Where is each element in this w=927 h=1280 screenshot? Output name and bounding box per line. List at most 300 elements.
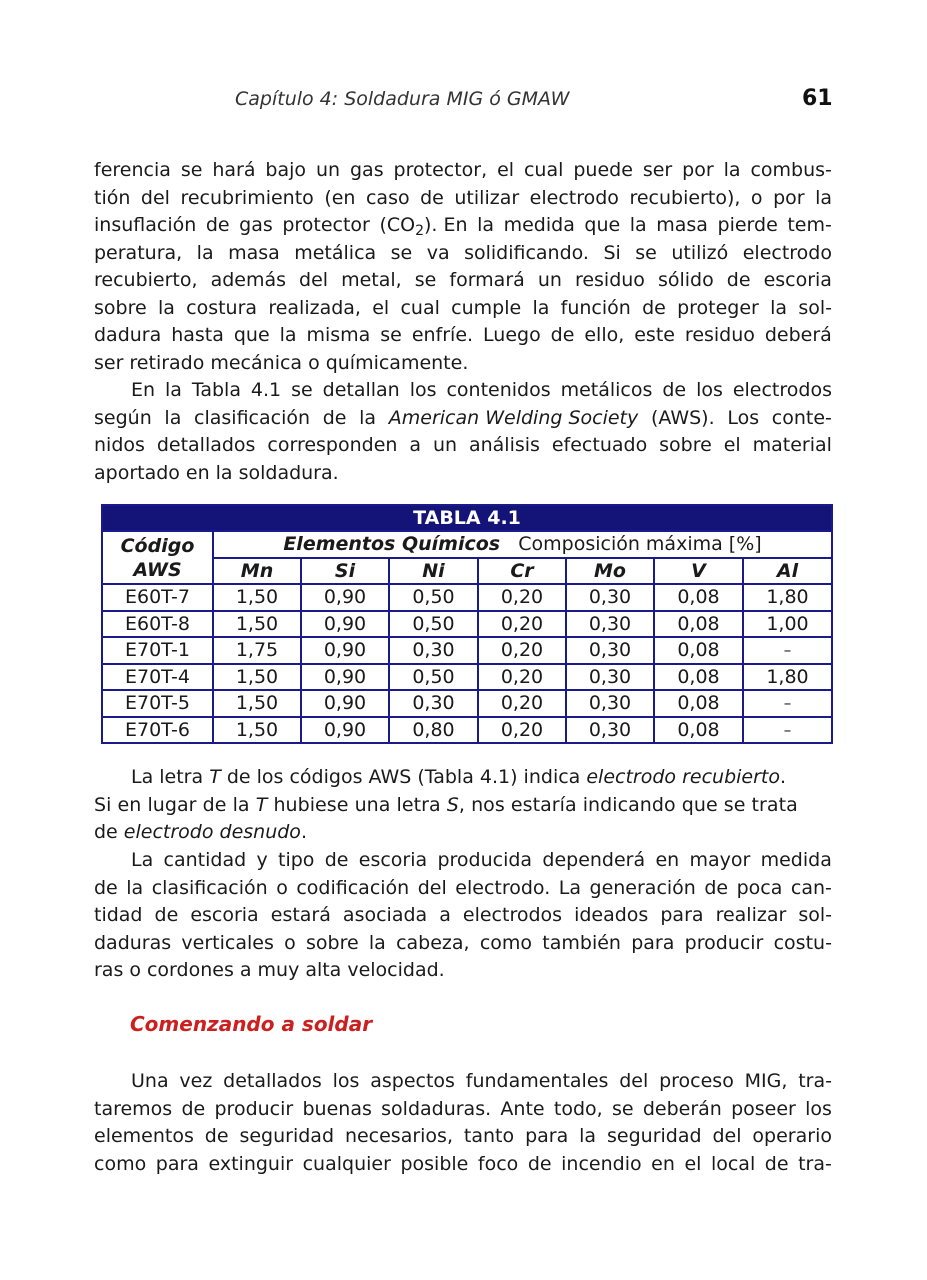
- bare-electrode-italic: electrodo desnudo: [123, 821, 301, 843]
- word: del: [619, 1070, 649, 1092]
- p3-text: [94, 819, 307, 847]
- composition-cell: 0,30: [566, 664, 654, 691]
- composition-cell: –: [743, 690, 832, 717]
- p2-word: según: [94, 406, 152, 429]
- word: ras: [94, 959, 124, 981]
- composition-cell: 0,20: [478, 664, 566, 691]
- word: hará: [212, 159, 256, 181]
- word: de: [324, 849, 349, 871]
- word: daduras: [94, 931, 172, 954]
- word: de: [704, 876, 729, 899]
- word: la: [723, 159, 741, 181]
- p1-word: la: [477, 214, 495, 236]
- p1-word: insuflación: [94, 214, 197, 236]
- word: escoria: [358, 849, 428, 871]
- letter-t-italic: T: [255, 793, 268, 816]
- word: deberá: [764, 324, 832, 346]
- word: también: [542, 931, 621, 954]
- word: de: [527, 1152, 552, 1175]
- co2-text: (CO: [379, 214, 416, 236]
- word: de: [154, 904, 179, 926]
- word: ideados: [574, 904, 649, 926]
- code-header-line1: Código: [120, 534, 195, 557]
- word: tra-: [798, 1070, 832, 1092]
- word: sólido: [657, 269, 714, 291]
- word: la: [770, 296, 788, 319]
- word: la: [815, 186, 832, 209]
- word: por: [682, 159, 714, 181]
- word: los: [332, 1070, 360, 1092]
- word: dependerá: [542, 849, 646, 871]
- p1-word: pierde: [717, 214, 778, 236]
- composition-cell: 0,08: [654, 611, 743, 638]
- p2-word: la: [359, 406, 377, 429]
- composition-cell: 0,50: [389, 611, 478, 638]
- p1-line: [94, 185, 832, 213]
- word: cualquier: [302, 1152, 391, 1175]
- elements-label: Elementos Químicos: [283, 533, 501, 556]
- composition-cell: 0,08: [654, 584, 743, 611]
- p1-word: masa: [656, 214, 708, 236]
- word: de: [726, 269, 751, 291]
- word: alta: [305, 959, 342, 981]
- composition-cell: 0,08: [654, 717, 743, 744]
- composition-cell: 0,90: [301, 611, 389, 638]
- p3-line: [94, 819, 832, 847]
- word: los: [409, 379, 437, 401]
- word: detallados: [223, 1070, 322, 1092]
- word: gas: [350, 159, 384, 181]
- code-header: [102, 531, 213, 584]
- word: un: [432, 434, 458, 456]
- p2-word: (AWS).: [650, 406, 715, 429]
- table-row: [102, 637, 832, 664]
- word: producir: [214, 1097, 294, 1120]
- p1-word: la: [629, 214, 647, 236]
- word: además: [210, 269, 287, 291]
- word: un: [537, 269, 562, 291]
- p4-line: [94, 957, 832, 985]
- word: por: [773, 186, 805, 209]
- word: y: [256, 849, 268, 871]
- word: de: [204, 1125, 229, 1147]
- word: tra-: [798, 1152, 832, 1175]
- word: velocidad.: [347, 959, 445, 981]
- composition-cell: 0,90: [301, 690, 389, 717]
- word: poca: [736, 876, 783, 899]
- p2-line: [94, 432, 832, 460]
- composition-cell: 0,08: [654, 690, 743, 717]
- composition-cell: 0,30: [566, 584, 654, 611]
- composition-cell: 0,08: [654, 637, 743, 664]
- word: la: [532, 296, 550, 319]
- word: cantidad: [163, 849, 247, 871]
- word: recubrimiento: [180, 186, 314, 209]
- composition-cell: 0,30: [566, 611, 654, 638]
- word: análisis: [468, 434, 540, 456]
- word: material: [752, 434, 832, 456]
- p2-line: [94, 377, 832, 405]
- table-title: TABLA 4.1: [102, 505, 832, 531]
- word: vez: [179, 1070, 213, 1092]
- word: metálica: [294, 241, 377, 264]
- word: tipo: [278, 849, 315, 871]
- p1-line: [94, 322, 832, 350]
- column-header: Mo: [566, 558, 654, 585]
- p5-line: [94, 1151, 832, 1179]
- composition-cell: 0,30: [566, 717, 654, 744]
- word: solidificando.: [464, 241, 589, 264]
- table-row: [102, 664, 832, 691]
- p2-word: conte-: [771, 406, 832, 429]
- word: para: [525, 1125, 569, 1147]
- p3-text: [94, 792, 798, 820]
- word: el: [372, 296, 390, 319]
- word: Si: [603, 241, 621, 264]
- aws-code-cell: E70T-1: [102, 637, 213, 664]
- composition-cell: 1,50: [213, 717, 301, 744]
- word: recubierto),: [629, 186, 741, 209]
- p3-fragment: Si en lugar de la: [94, 793, 250, 816]
- word: residuo: [684, 324, 755, 346]
- composition-cell: 0,30: [389, 637, 478, 664]
- word: cabeza,: [396, 931, 470, 954]
- word: estará: [270, 904, 331, 926]
- aws-code-cell: E70T-5: [102, 690, 213, 717]
- p3-fragment: .: [779, 766, 787, 788]
- word: del: [417, 876, 447, 899]
- word: detallan: [322, 379, 400, 401]
- p4-line: [94, 847, 832, 875]
- composition-cell: 0,90: [301, 637, 389, 664]
- word: de: [94, 876, 118, 899]
- p5-line: [94, 1123, 832, 1151]
- word: el: [497, 159, 515, 181]
- column-header: V: [654, 558, 743, 585]
- p1-word: tem-: [787, 214, 832, 236]
- word: combus-: [750, 159, 832, 181]
- word: la: [126, 876, 144, 899]
- word: sobre: [659, 434, 712, 456]
- word: todo,: [553, 1097, 603, 1120]
- word: escoria: [190, 904, 259, 926]
- running-head: Capítulo 4: Soldadura MIG ó GMAW: [235, 88, 570, 110]
- word: poseer: [731, 1097, 796, 1120]
- word: cordones: [146, 959, 234, 981]
- composition-cell: 1,80: [743, 584, 832, 611]
- p2-line-aws: [94, 405, 832, 433]
- word: misma: [306, 324, 371, 346]
- word: la: [279, 324, 297, 346]
- word: (en: [324, 186, 356, 209]
- coated-electrode-italic: electrodo recubierto: [586, 766, 780, 788]
- word: se: [180, 159, 203, 181]
- word: sobre: [305, 931, 359, 954]
- p1-word: gas: [239, 214, 273, 236]
- word: La: [558, 876, 581, 899]
- p3-fragment: , nos estaría indicando que se trata: [458, 793, 798, 816]
- word: tidad: [94, 904, 143, 926]
- p3-fragment: .: [300, 821, 307, 843]
- word: realizar: [715, 904, 787, 926]
- p4-line: [94, 875, 832, 903]
- word: para: [155, 1152, 199, 1175]
- word: a: [239, 959, 252, 981]
- word: se: [390, 241, 413, 264]
- word: cual: [400, 296, 440, 319]
- word: se: [414, 269, 437, 291]
- p3-fragment: La letra: [131, 766, 204, 788]
- word: masa: [228, 241, 280, 264]
- composition-cell: 0,20: [478, 717, 566, 744]
- word: para: [660, 904, 704, 926]
- word: la: [157, 296, 175, 319]
- word: la: [215, 461, 233, 484]
- p1-line: [94, 240, 832, 268]
- word: local: [710, 1152, 756, 1175]
- word: de: [764, 1152, 789, 1175]
- column-header: Mn: [213, 558, 301, 585]
- p1-word: que: [584, 214, 621, 236]
- word: electrodos: [462, 904, 563, 926]
- word: aportado: [94, 461, 180, 484]
- word: realizada,: [268, 296, 361, 319]
- table-row: [102, 717, 832, 744]
- word: electrodo: [529, 186, 619, 209]
- word: extinguir: [208, 1152, 294, 1175]
- p3-fragment: de: [94, 821, 118, 843]
- word: peratura,: [94, 241, 183, 264]
- word: En: [131, 379, 156, 401]
- aws-code-cell: E70T-4: [102, 664, 213, 691]
- table-row: [102, 584, 832, 611]
- p1-word: ). En: [424, 214, 468, 236]
- p4-line: [94, 930, 832, 958]
- word: soldadura.: [238, 461, 339, 484]
- p1-word: medida: [503, 214, 575, 236]
- word: o: [750, 186, 763, 209]
- word: este: [634, 324, 675, 346]
- p1-line-co2: [94, 212, 832, 240]
- word: o: [308, 351, 320, 374]
- word: la: [165, 379, 182, 401]
- composition-cell: 0,90: [301, 664, 389, 691]
- word: sol-: [798, 904, 832, 926]
- p1-line: [94, 350, 832, 378]
- word: ello,: [584, 324, 625, 346]
- word: soldaduras.: [381, 1097, 492, 1120]
- word: o: [284, 931, 296, 954]
- paragraph-5: [94, 1068, 832, 1178]
- section-heading: Comenzando a soldar: [130, 1012, 373, 1036]
- word: el: [723, 434, 741, 456]
- word: de: [642, 296, 666, 319]
- word: función: [560, 296, 631, 319]
- word: metálicos: [560, 379, 653, 401]
- co2-subscript: 2: [415, 223, 424, 239]
- composition-cell: 0,90: [301, 717, 389, 744]
- word: retirado: [129, 351, 205, 374]
- composition-cell: 0,20: [478, 637, 566, 664]
- word: seguridad: [239, 1125, 335, 1147]
- p5-line: [94, 1096, 832, 1124]
- word: como: [94, 1152, 147, 1175]
- p4-line: [94, 902, 832, 930]
- word: tión: [94, 186, 131, 209]
- composition-cell: 0,50: [389, 664, 478, 691]
- composition-cell: 0,30: [566, 637, 654, 664]
- table-body: [102, 584, 832, 743]
- word: costu-: [773, 931, 832, 954]
- p3-line: [94, 764, 832, 792]
- word: producir: [684, 931, 764, 954]
- word: bajo: [265, 159, 307, 181]
- aws-code-cell: E60T-7: [102, 584, 213, 611]
- p2-word: la: [164, 406, 182, 429]
- word: 4.1: [250, 379, 282, 401]
- word: corresponden: [267, 434, 398, 456]
- word: verticales: [181, 931, 274, 954]
- word: en: [185, 461, 210, 484]
- p1-line: [94, 267, 832, 295]
- word: del: [712, 1125, 742, 1147]
- elements-header: [213, 531, 832, 558]
- word: medida: [760, 849, 832, 871]
- word: generación: [589, 876, 696, 899]
- word: ser: [94, 351, 124, 374]
- word: contenidos: [446, 379, 551, 401]
- word: Una: [131, 1070, 169, 1092]
- word: del: [140, 186, 170, 209]
- composition-cell: 0,20: [478, 690, 566, 717]
- word: sol-: [798, 296, 832, 319]
- word: puede: [573, 159, 633, 181]
- composition-cell: 0,80: [389, 717, 478, 744]
- paragraph-3: [94, 764, 832, 847]
- word: enfríe.: [411, 324, 474, 346]
- column-header: Cr: [478, 558, 566, 585]
- word: va: [426, 241, 450, 264]
- word: Luego: [483, 324, 541, 346]
- word: clasificación: [151, 876, 268, 899]
- word: en: [651, 1152, 675, 1175]
- word: o: [276, 876, 288, 899]
- letter-s-italic: S: [446, 793, 459, 816]
- word: Tabla: [191, 379, 241, 401]
- word: escoria: [763, 269, 832, 291]
- table-4-1: [101, 504, 833, 744]
- word: la: [196, 241, 214, 264]
- aws-name-italic: American Welding Society: [388, 406, 639, 429]
- word: elementos: [94, 1125, 194, 1147]
- word: efectuado: [551, 434, 648, 456]
- composition-cell: 1,50: [213, 664, 301, 691]
- word: codificación: [296, 876, 410, 899]
- word: dadura: [94, 324, 162, 346]
- p1-line: [94, 157, 832, 185]
- word: MIG,: [744, 1070, 788, 1092]
- word: costura: [186, 296, 258, 319]
- composition-cell: 0,30: [389, 690, 478, 717]
- composition-cell: 1,00: [743, 611, 832, 638]
- word: metal,: [341, 269, 402, 291]
- p2-word: Los: [727, 406, 760, 429]
- composition-label: Composición máxima [%]: [518, 533, 762, 556]
- p5-line: [94, 1068, 832, 1096]
- letter-t-italic: T: [209, 766, 221, 788]
- word: de: [181, 1097, 206, 1120]
- word: deberán: [642, 1097, 722, 1120]
- word: posible: [400, 1152, 469, 1175]
- word: aspectos: [370, 1070, 455, 1092]
- word: electrodo: [742, 241, 832, 264]
- word: los: [805, 1097, 832, 1120]
- aws-code-cell: E70T-6: [102, 717, 213, 744]
- word: de: [550, 324, 575, 346]
- word: producida: [437, 849, 533, 871]
- word: taremos: [94, 1097, 173, 1120]
- co2-formula: [379, 212, 467, 240]
- word: mecánica: [210, 351, 303, 374]
- column-header: Al: [743, 558, 832, 585]
- word: se: [635, 241, 657, 264]
- word: incendio: [561, 1152, 642, 1175]
- word: se: [611, 1097, 634, 1120]
- paragraph-1: [94, 157, 832, 377]
- column-header: Si: [301, 558, 389, 585]
- paragraph-2: [94, 377, 832, 487]
- word: foco: [477, 1152, 519, 1175]
- composition-cell: 1,50: [213, 690, 301, 717]
- word: cumple: [451, 296, 522, 319]
- table-row: [102, 690, 832, 717]
- word: formará: [449, 269, 525, 291]
- composition-cell: 1,50: [213, 584, 301, 611]
- word: can-: [790, 876, 832, 899]
- word: cual: [523, 159, 564, 181]
- word: el: [684, 1152, 702, 1175]
- word: como: [479, 931, 533, 954]
- p2-word: de: [322, 406, 347, 429]
- composition-cell: 0,20: [478, 584, 566, 611]
- composition-cell: 1,50: [213, 611, 301, 638]
- word: caso: [365, 186, 410, 209]
- word: tanto: [463, 1125, 515, 1147]
- word: de: [662, 379, 687, 401]
- composition-cell: 0,90: [301, 584, 389, 611]
- word: de: [420, 186, 444, 209]
- composition-cell: 1,80: [743, 664, 832, 691]
- word: sobre: [94, 296, 147, 319]
- word: operario: [752, 1125, 832, 1147]
- word: necesarios,: [344, 1125, 453, 1147]
- word: o: [129, 959, 141, 981]
- code-header-line2: AWS: [133, 558, 182, 581]
- word: electrodos: [732, 379, 832, 401]
- word: Ante: [500, 1097, 545, 1120]
- word: muy: [257, 959, 300, 981]
- word: detallados: [156, 434, 256, 456]
- word: ser: [642, 159, 673, 181]
- p2-word: clasificación: [194, 406, 311, 429]
- composition-cell: 0,50: [389, 584, 478, 611]
- word: fundamentales: [465, 1070, 609, 1092]
- word: proceso: [659, 1070, 734, 1092]
- composition-cell: 0,08: [654, 664, 743, 691]
- page-number: 61: [802, 86, 833, 111]
- word: se: [380, 324, 402, 346]
- p3-text: [131, 764, 786, 792]
